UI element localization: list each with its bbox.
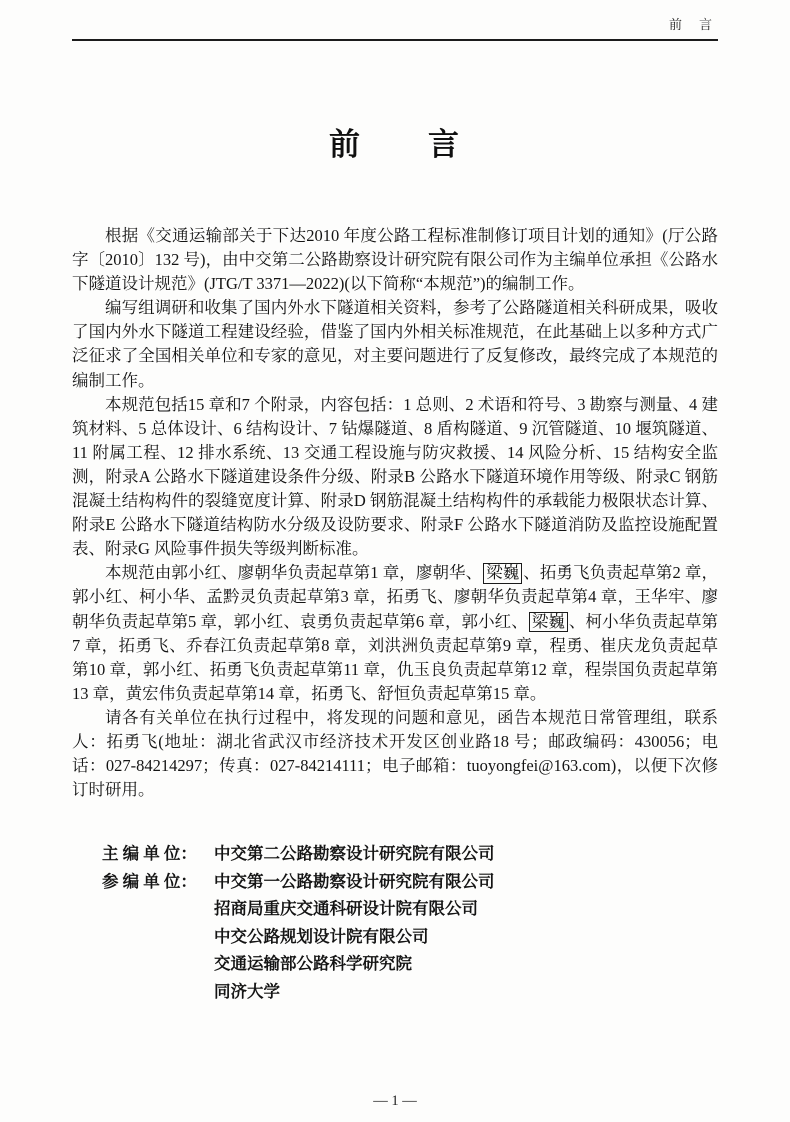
paragraph-4-text: 、柯小华负责起草第7 章，拓勇飞、乔春江负责起草第8 章，刘洪洲负责起草第9 章，程勇、崔庆龙负责起草第10 章，郭小红、拓勇飞负责起草第11 章，仇玉良负责起草第12 章，程崇国负责起草第13 章，黄宏伟负责起草第14 章，拓勇飞、舒恒负责起草第15 章。	[72, 611, 719, 703]
paragraph-5: 请各有关单位在执行过程中，将发现的问题和意见，函告本规范日常管理组，联系人：拓勇飞(地址：湖北省武汉市经济技术开发区创业路18 号；邮政编码：430056；电话：027-84214297；传真：027-84214111；电子邮箱：tuoyongfei@163.com)，以便下次修订时研用。	[72, 707, 718, 800]
page-number: — 1 —	[373, 1093, 417, 1109]
participant-value: 交通运输部公路科学研究院	[214, 954, 412, 974]
deceased-name-box: 梁巍	[529, 612, 568, 633]
chief-editor-label: 主 编 单 位：	[102, 844, 197, 864]
chief-editor-row	[102, 840, 718, 868]
paragraph-3: 本规范包括15 章和7 个附录，内容包括：1 总则、2 术语和符号、3 勘察与测量、4 建筑材料、5 总体设计、6 结构设计、7 钻爆隧道、8 盾构隧道、9 沉管隧道、10 堰筑隧道、11 附属工程、12 排水系统、13 交通工程设施与防灾救援、14 风险分析、15 结构安全监测，附录A 公路水下隧道建设条件分级、附录B 公路水下隧道环境作用等级、附录C 钢筋混凝土结构构件的裂缝宽度计算、附录D 钢筋混凝土结构构件的承载能力极限状态计算、附录E 公路水下隧道结构防水分级及设防要求、附录F 公路水下隧道消防及监控设施配置表、附录G 风险事件损失等级判断标准。	[72, 394, 718, 559]
participant-value: 招商局重庆交通科研设计院有限公司	[214, 899, 478, 919]
page-footer	[0, 1093, 790, 1110]
participant-label: 参 编 单 位：	[102, 871, 197, 891]
header-rule	[72, 39, 718, 41]
participant-row	[102, 895, 718, 923]
participant-row	[102, 950, 718, 978]
paragraph-4	[72, 561, 718, 706]
document-body	[72, 224, 718, 802]
participant-row	[102, 923, 718, 951]
deceased-name-box: 梁巍	[483, 563, 522, 584]
participant-row	[102, 868, 718, 896]
participant-row	[102, 978, 718, 1006]
participant-value: 中交第一公路勘察设计研究院有限公司	[214, 871, 495, 891]
paragraph-4-text: 本规范由郭小红、廖朝华负责起草第1 章，廖朝华、	[105, 563, 483, 583]
chief-editor-value: 中交第二公路勘察设计研究院有限公司	[214, 844, 495, 864]
page-title: 前 言	[329, 127, 461, 162]
paragraph-2: 编写组调研和收集了国内外水下隧道相关资料，参考了公路隧道相关科研成果，吸收了国内外水下隧道工程建设经验，借鉴了国内外相关标准规范，在此基础上以多种方式广泛征求了全国相关单位和专家的意见，对主要问题进行了反复修改，最终完成了本规范的编制工作。	[72, 298, 718, 390]
paragraph-1: 根据《交通运输部关于下达2010 年度公路工程标准制修订项目计划的通知》(厅公路字〔2010〕132 号)，由中交第二公路勘察设计研究院有限公司作为主编单位承担《公路水下隧道设计规范》(JTG/T 3371—2022)(以下简称“本规范”)的编制工作。	[72, 226, 718, 294]
paragraph-4-text: 、拓勇飞负责起草第2 章，郭小红、柯小华、孟黔灵负责起草第3 章，拓勇飞、廖朝华负责起草第4 章，王华牢、廖朝华负责起草第5 章，郭小红、袁勇负责起草第6 章，郭小红、	[72, 563, 719, 631]
participant-value: 同济大学	[214, 981, 280, 1001]
running-head: 前 言	[668, 17, 714, 32]
credits-section	[72, 840, 718, 1005]
participant-value: 中交公路规划设计院有限公司	[214, 926, 429, 946]
